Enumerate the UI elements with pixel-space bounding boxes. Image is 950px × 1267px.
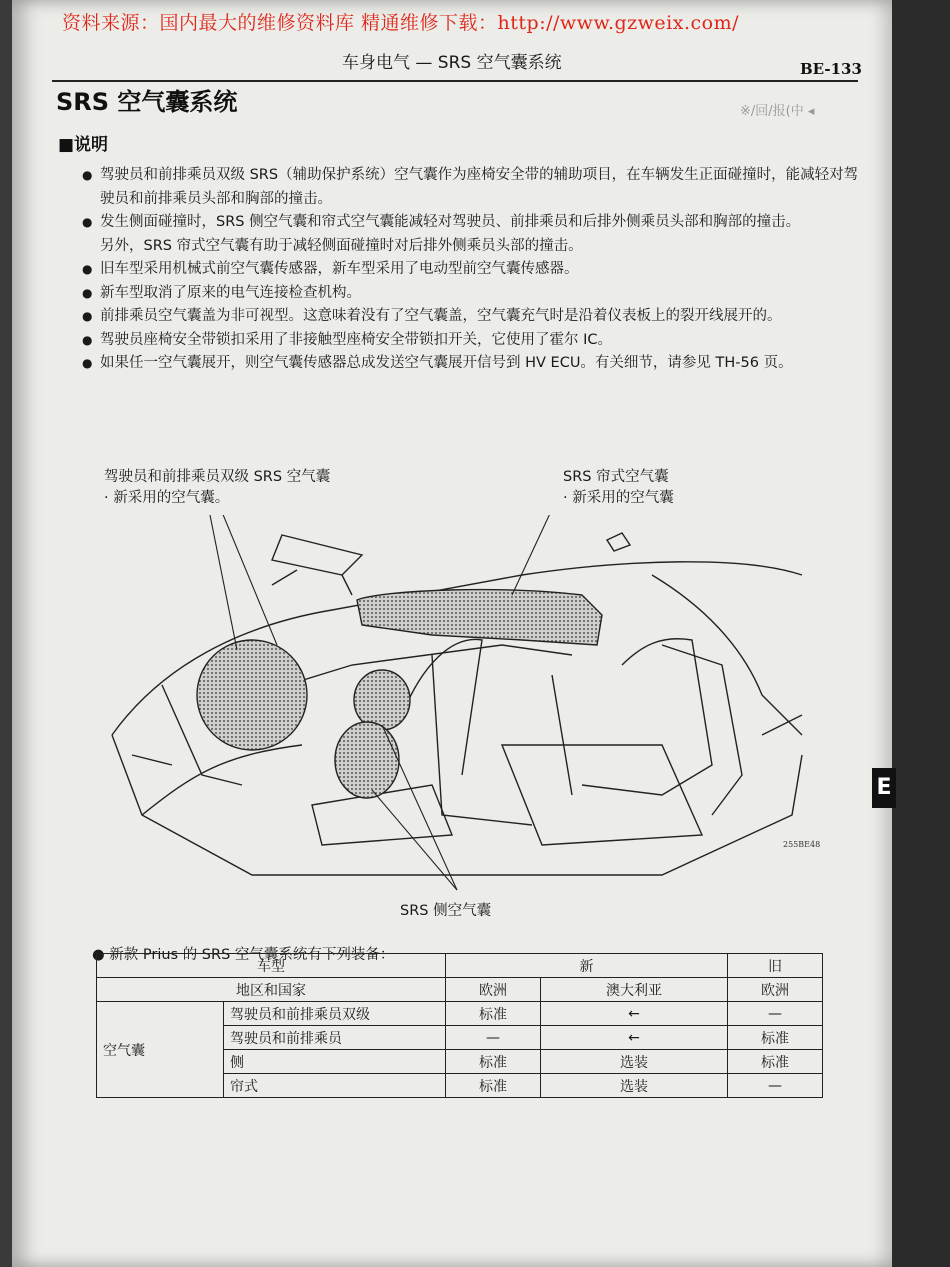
- label-side-airbag: SRS 侧空气囊: [400, 903, 492, 919]
- side-airbag-upper-shape: [354, 670, 410, 730]
- vehicle-interior-illustration: [102, 515, 822, 895]
- table-row: [97, 1002, 823, 1026]
- source-watermark[interactable]: 资料来源：国内最大的维修资料库 精通维修下载：http://www.gzweix.com/: [62, 12, 739, 34]
- bullet-item: ● 驾驶员座椅安全带锁扣采用了非接触型座椅安全带锁扣开关，它使用了霍尔 IC。: [82, 329, 872, 353]
- cell-au: 选装: [541, 1050, 728, 1074]
- bullet-item: ● 前排乘员空气囊盖为非可视型。这意味着没有了空气囊盖，空气囊充气时是沿着仪表板上的裂开线展开的。: [82, 305, 872, 329]
- header-australia: 澳大利亚: [541, 978, 728, 1002]
- figure-code: 255BE48: [783, 840, 821, 849]
- bullet-item: ● 新车型取消了原来的电气连接检查机构。: [82, 282, 872, 306]
- page-title: SRS 空气囊系统: [56, 88, 238, 116]
- label-front-airbag-line1: 驾驶员和前排乘员双级 SRS 空气囊: [104, 469, 331, 485]
- bullet-continuation: 另外，SRS 帘式空气囊有助于减轻侧面碰撞时对后排外侧乘员头部的撞击。: [100, 237, 583, 254]
- header-model: 车型: [97, 954, 446, 978]
- cell-eu: 标准: [446, 1002, 541, 1026]
- equipment-table: [96, 953, 823, 1098]
- bullet-item: ● 旧车型采用机械式前空气囊传感器，新车型采用了电动型前空气囊传感器。: [82, 258, 872, 282]
- section-heading: ■说明: [58, 135, 109, 155]
- header-europe-old: 欧洲: [727, 978, 822, 1002]
- curtain-airbag-shape: [357, 590, 602, 645]
- label-curtain-airbag: [563, 467, 674, 509]
- scan-edge: [892, 0, 950, 1267]
- driver-airbag-shape: [197, 640, 307, 750]
- table-intro: ● 新款 Prius 的 SRS 空气囊系统有下列装备：: [92, 947, 395, 963]
- header-old: 旧: [727, 954, 822, 978]
- leader-curtain: [512, 515, 567, 595]
- cell-au: 选装: [541, 1074, 728, 1098]
- row-label: 侧: [224, 1050, 446, 1074]
- airbag-group-label: 空气囊: [97, 1002, 224, 1098]
- label-front-airbag-line2: · 新采用的空气囊。: [104, 490, 230, 506]
- leader-front-1: [207, 515, 237, 650]
- cell-eu: 标准: [446, 1050, 541, 1074]
- header-region: 地区和国家: [97, 978, 446, 1002]
- label-curtain-airbag-line1: SRS 帘式空气囊: [563, 469, 669, 485]
- section-tab: E: [872, 768, 896, 808]
- description-list: [82, 164, 872, 376]
- row-label: 驾驶员和前排乘员双级: [224, 1002, 446, 1026]
- header-europe: 欧洲: [446, 978, 541, 1002]
- side-airbag-lower-shape: [335, 722, 399, 798]
- cell-eu: 标准: [446, 1074, 541, 1098]
- bullet-item: ● 如果任一空气囊展开，则空气囊传感器总成发送空气囊展开信号到 HV ECU。有关细节，请参见 TH-56 页。: [82, 352, 872, 376]
- cell-au: ←: [541, 1002, 728, 1026]
- cell-old: 标准: [727, 1050, 822, 1074]
- leader-side-1: [382, 725, 457, 890]
- page-number: BE-133: [800, 60, 862, 78]
- label-curtain-airbag-line2: · 新采用的空气囊: [563, 490, 674, 506]
- cell-au: ←: [541, 1026, 728, 1050]
- table-row: [97, 954, 823, 978]
- header-new: 新: [446, 954, 728, 978]
- row-label: 帘式: [224, 1074, 446, 1098]
- bullet-item: ● 发生侧面碰撞时，SRS 侧空气囊和帘式空气囊能减轻对驾驶员、前排乘员和后排外侧乘员头部和胸部的撞击。: [82, 211, 872, 235]
- label-front-airbag: [104, 467, 330, 509]
- bullet-item: ● 驾驶员和前排乘员双级 SRS（辅助保护系统）空气囊作为座椅安全带的辅助项目，在车辆发生正面碰撞时，能减轻对驾驶员和前排乘员头部和胸部的撞击。: [82, 164, 872, 211]
- cell-old: —: [727, 1002, 822, 1026]
- header-title: 车身电气 — SRS 空气囊系统: [342, 53, 562, 73]
- cell-old: —: [727, 1074, 822, 1098]
- faint-back-link[interactable]: ※/回/报(中 ◂: [740, 104, 815, 119]
- cell-old: 标准: [727, 1026, 822, 1050]
- manual-page: [12, 0, 892, 1267]
- cell-eu: —: [446, 1026, 541, 1050]
- row-label: 驾驶员和前排乘员: [224, 1026, 446, 1050]
- table-row: [97, 978, 823, 1002]
